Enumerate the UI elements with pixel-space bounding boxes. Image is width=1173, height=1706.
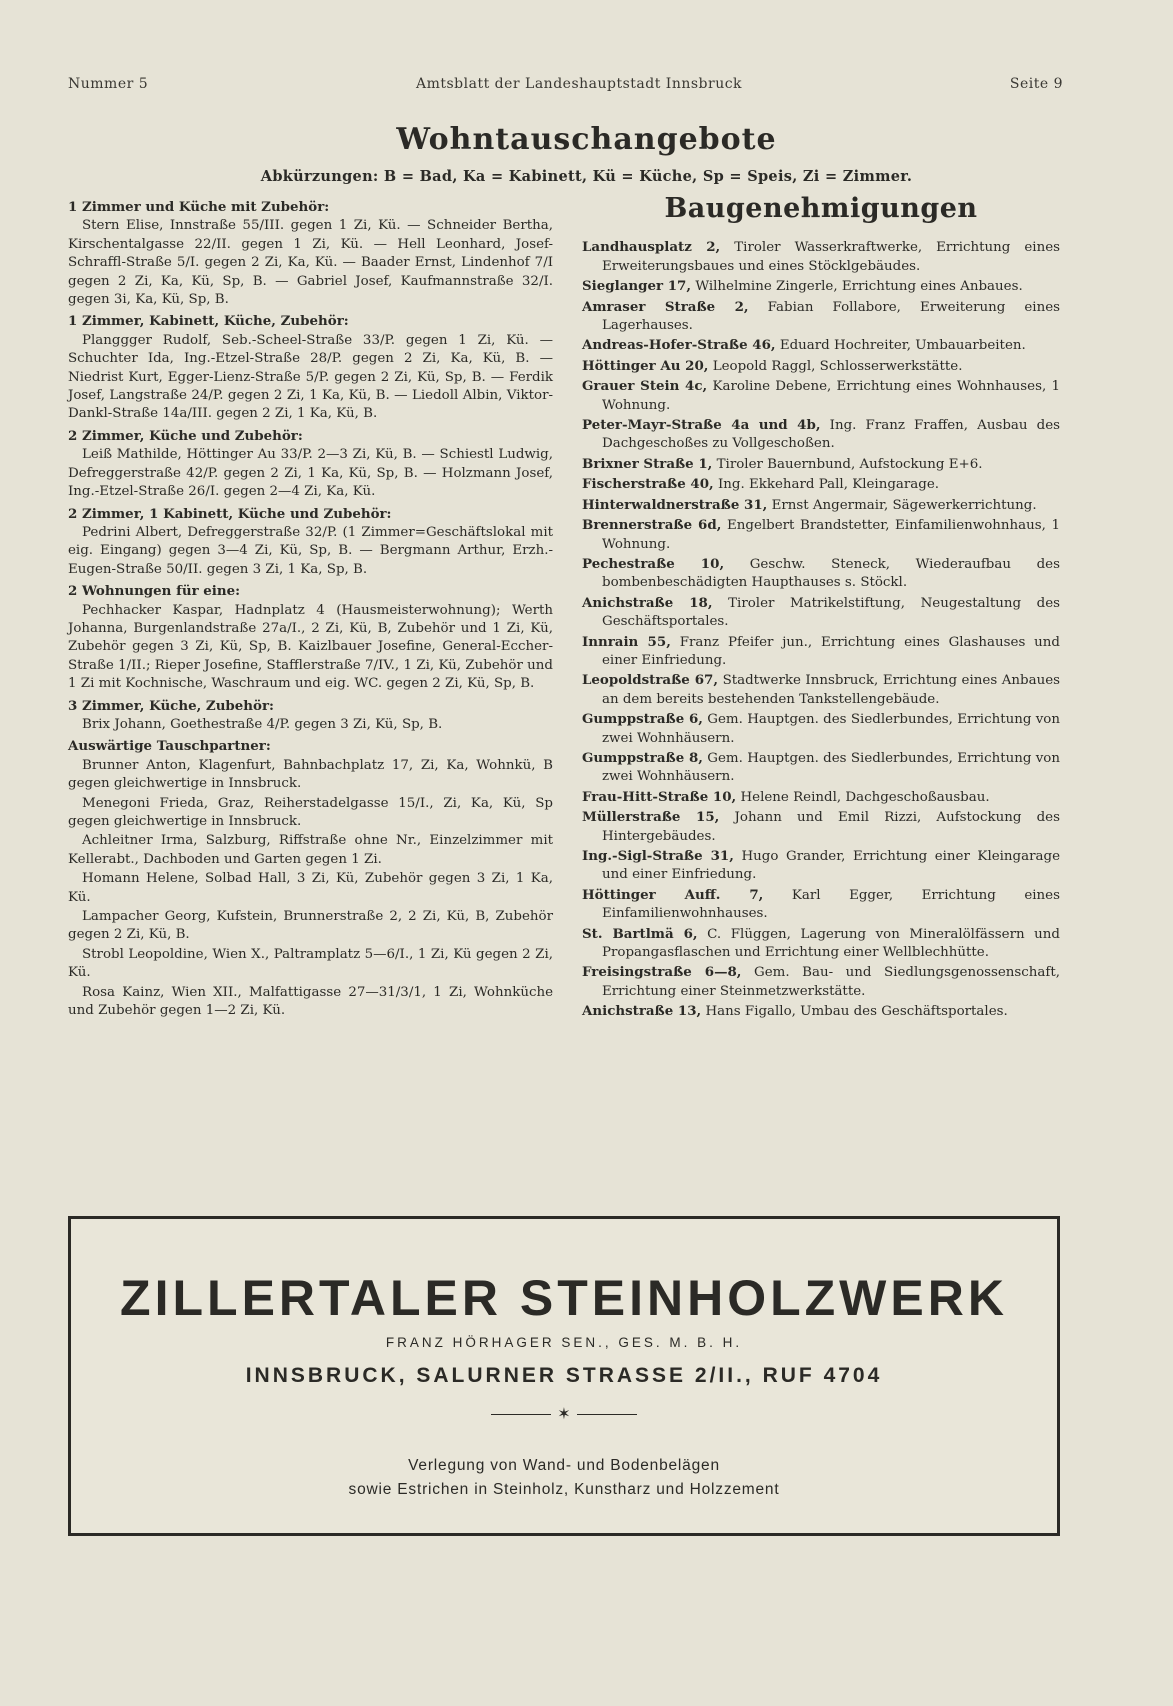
permit-entry — [582, 886, 1060, 924]
ornament-rule-right — [577, 1414, 637, 1415]
permit-text: Stadtwerke Innsbruck, Errichtung eines Anbaues an dem bereits bestehenden Tankstellengebäude. — [602, 673, 1061, 707]
ad-company-name: ZILLERTALER STEINHOLZWERK — [120, 1270, 1008, 1326]
permit-entry — [582, 671, 1060, 709]
abbreviations-line: Abkürzungen: B = Bad, Ka = Kabinett, Kü = Küche, Sp = Speis, Zi = Zimmer. — [260, 168, 913, 185]
section-heading: 2 Zimmer, Küche und Zubehör: — [68, 427, 303, 444]
permit-street: Peter-Mayr-Straße 4a und 4b, — [582, 417, 821, 434]
permit-text: Wilhelmine Zingerle, Errichtung eines Anbaues. — [695, 279, 1023, 295]
permit-entry — [582, 808, 1060, 846]
listing-entry: Strobl Leopoldine, Wien X., Paltramplatz 5—6/I., 1 Zi, Kü gegen 2 Zi, Kü. — [68, 946, 553, 981]
permit-street: Innrain 55, — [582, 633, 671, 650]
advertisement-box — [68, 1216, 1060, 1536]
listing-entry: Achleitner Irma, Salzburg, Riffstraße ohne Nr., Einzelzimmer mit Kellerabt., Dachboden und Garten gegen 1 Zi. — [68, 833, 553, 867]
permit-text: Engelbert Brandstetter, Einfamilienwohnhaus, 1 Wohnung. — [602, 518, 1060, 552]
permit-text: Gem. Hauptgen. des Siedlerbundes, Errichtung von zwei Wohnhäusern. — [602, 750, 1060, 785]
permit-entry — [582, 963, 1060, 1001]
permit-entry — [582, 594, 1060, 632]
listing-entry: Leiß Mathilde, Höttinger Au 33/P. 2—3 Zi, Kü, B. — Schiestl Ludwig, Defreggerstraße 42/P. gegen 2 Zi, 1 Ka, Kü, Sp, B. — Holzmann Josef, Ing.-Etzel-Straße 26/I. gegen 2—4 Zi, Ka, Kü. — [68, 447, 553, 500]
wohntausch-column — [68, 195, 553, 1021]
permit-street: Amraser Straße 2, — [582, 298, 749, 315]
permit-entry — [582, 555, 1060, 593]
permit-street: Landhausplatz 2, — [582, 239, 721, 256]
permit-entry — [582, 1002, 1060, 1021]
permit-entry — [582, 710, 1060, 748]
permit-text: Gem. Hauptgen. des Siedlerbundes, Errichtung von zwei Wohnhäusern. — [602, 712, 1060, 746]
baugenehmigungen-title: Baugenehmigungen — [664, 193, 978, 224]
listing-entry: Stern Elise, Innstraße 55/III. gegen 1 Zi, Kü. — Schneider Bertha, Kirschentalgasse 22/II. gegen 1 Zi, Kü. — Hell Leonhard, Josef-Schraffl-Straße 5/I. gegen 2 Zi, Ka, Kü. — Baader Ernst, Lindenhof 7/I gegen 2 Zi, Ka, Kü, Sp, B. — Gabriel Josef, Kaufmannstraße 32/I. gegen 3i, Ka, Kü, Sp, B. — [68, 218, 553, 308]
permit-entry — [582, 416, 1060, 454]
permit-street: Pechestraße 10, — [582, 555, 725, 572]
permit-entry — [582, 357, 1060, 376]
permit-street: Ing.-Sigl-Straße 31, — [582, 848, 734, 864]
permit-street: Gumppstraße 6, — [582, 711, 703, 728]
permit-entry — [582, 749, 1060, 787]
star-icon: ✶ — [557, 1406, 571, 1423]
permit-street: Brennerstraße 6d, — [582, 517, 722, 534]
section-title: Wohntauschangebote — [396, 122, 777, 157]
listing-entry: Lampacher Georg, Kufstein, Brunnerstraße 2, 2 Zi, Kü, B, Zubehör gegen 2 Zi, Kü, B. — [68, 909, 553, 943]
permit-entry — [582, 788, 1060, 807]
publication-name: Amtsblatt der Landeshauptstadt Innsbruck — [415, 76, 743, 92]
listing-entry: Pedrini Albert, Defreggerstraße 32/P. (1 Zimmer=Geschäftslokal mit eig. Eingang) gegen 3—4 Zi, Kü, Sp, B. — Bergmann Arthur, Erzh.-Eugen-Straße 50/II. gegen 3 Zi, 1 Ka, Sp, B. — [68, 524, 553, 577]
permit-text: Ing. Franz Fraffen, Ausbau des Dachgeschoßes zu Vollgeschoßen. — [602, 418, 1060, 452]
ad-owner-line: FRANZ HÖRHAGER SEN., GES. M. B. H. — [385, 1335, 743, 1350]
permit-text: Leopold Raggl, Schlosserwerkstätte. — [712, 358, 963, 374]
permit-street: Anichstraße 13, — [582, 1003, 702, 1020]
permit-street: Höttinger Au 20, — [582, 357, 709, 374]
permit-text: Ernst Angermair, Sägewerkerrichtung. — [771, 497, 1037, 513]
permit-street: Andreas-Hofer-Straße 46, — [582, 337, 776, 354]
permit-street: Hinterwaldnerstraße 31, — [582, 496, 768, 513]
permit-entry — [582, 377, 1060, 415]
permit-street: Fischerstraße 40, — [582, 476, 714, 493]
permit-street: Frau-Hitt-Straße 10, — [582, 788, 737, 805]
permit-text: Karl Egger, Errichtung eines Einfamilienwohnhauses. — [602, 887, 1060, 922]
permit-street: St. Bartlmä 6, — [582, 925, 698, 942]
permit-street: Müllerstraße 15, — [582, 809, 720, 826]
ornament-rule-left — [491, 1414, 551, 1415]
permit-text: Tiroler Wasserkraftwerke, Errichtung eines Erweiterungsbaues und eines Stöcklgebäudes. — [602, 240, 1061, 274]
permit-street: Freisingstraße 6—8, — [582, 964, 742, 981]
section-heading: 1 Zimmer und Küche mit Zubehör: — [68, 199, 330, 215]
permit-text: Fabian Follabore, Erweiterung eines Lagerhauses. — [602, 299, 1060, 334]
permit-text: Gem. Bau- und Siedlungsgenossenschaft, Errichtung einer Steinmetzwerkstätte. — [602, 965, 1060, 999]
permit-entry — [582, 475, 1060, 494]
listing-entry: Pechhacker Kaspar, Hadnplatz 4 (Hausmeisterwohnung); Werth Johanna, Burgenlandstraße 27a/I., 2 Zi, Kü, B, Zubehör und 1 Zi, Kü, Zubehör gegen 3 Zi, Kü, Sp, B. Kaizlbauer Josefine, General-Eccher-Straße 1/II.; Rieper Josefine, Stafflerstraße 7/IV., 1 Zi, Kü, Zubehör und 1 Zi mit Kochnische, Waschraum und eig. WC. gegen 2 Zi, Kü, Sp, B. — [68, 602, 553, 692]
permit-text: Franz Pfeifer jun., Errichtung eines Glashauses und einer Einfriedung. — [602, 634, 1060, 668]
running-header — [68, 76, 1063, 92]
permit-street: Höttinger Auff. 7, — [582, 886, 764, 903]
listing-entry: Brunner Anton, Klagenfurt, Bahnbachplatz 17, Zi, Ka, Wohnkü, B gegen gleichwertige in Innsbruck. — [68, 757, 553, 792]
page-number: Seite 9 — [1009, 76, 1063, 92]
permit-entry — [582, 516, 1060, 554]
permit-text: Karoline Debene, Errichtung eines Wohnhauses, 1 Wohnung. — [602, 379, 1060, 413]
listing-entry: Menegoni Frieda, Graz, Reiherstadelgasse 15/I., Zi, Ka, Kü, Sp gegen gleichwertige in Innsbruck. — [68, 795, 553, 829]
ad-address-line: INNSBRUCK, SALURNER STRASSE 2/II., RUF 4704 — [245, 1364, 883, 1387]
permit-text: C. Flüggen, Lagerung von Mineralölfässern und Propangasflaschen und Errichtung einer Wellblechhütte. — [602, 926, 1060, 961]
listing-entry: Brix Johann, Goethestraße 4/P. gegen 3 Zi, Kü, Sp, B. — [82, 716, 443, 732]
permit-text: Geschw. Steneck, Wiederaufbau des bombenbeschädigten Haupthauses s. Stöckl. — [602, 556, 1060, 591]
permit-street: Anichstraße 18, — [582, 594, 713, 611]
ad-description-line: sowie Estrichen in Steinholz, Kunstharz und Holzzement — [348, 1481, 780, 1498]
permit-entry — [582, 238, 1060, 276]
permit-text: Ing. Ekkehard Pall, Kleingarage. — [717, 477, 940, 493]
permit-entry — [582, 336, 1060, 355]
section-heading: 1 Zimmer, Kabinett, Küche, Zubehör: — [68, 313, 349, 330]
permit-street: Brixner Straße 1, — [582, 455, 713, 472]
listing-entry: Homann Helene, Solbad Hall, 3 Zi, Kü, Zubehör gegen 3 Zi, 1 Ka, Kü. — [68, 871, 553, 905]
permit-street: Sieglanger 17, — [582, 278, 692, 295]
permit-entry — [582, 633, 1060, 671]
ad-description-line: Verlegung von Wand- und Bodenbelägen — [408, 1457, 720, 1474]
permit-entry — [582, 277, 1060, 296]
section-heading: 3 Zimmer, Küche, Zubehör: — [68, 697, 274, 714]
permit-text: Tiroler Matrikelstiftung, Neugestaltung des Geschäftsportales. — [602, 595, 1060, 630]
permit-text: Tiroler Bauernbund, Aufstockung E+6. — [716, 456, 983, 472]
ad-description — [71, 1454, 1057, 1502]
permit-text: Hans Figallo, Umbau des Geschäftsportales. — [705, 1004, 1008, 1020]
listing-entry: Planggger Rudolf, Seb.-Scheel-Straße 33/P. gegen 1 Zi, Kü. — Schuchter Ida, Ing.-Etzel-Straße 28/P. gegen 2 Zi, Ka, Kü, B. — Niedrist Kurt, Egger-Lienz-Straße 5/P. gegen 2 Zi, Kü, Sp, B. — Ferdik Josef, Langstraße 24/P. gegen 2 Zi, 1 Ka, Kü, B. — Liedoll Albin, Viktor-Dankl-Straße 14a/III. gegen 2 Zi, 1 Ka, Kü, B. — [68, 332, 553, 422]
baugenehmigungen-column — [582, 195, 1060, 1023]
permit-text: Johann und Emil Rizzi, Aufstockung des Hintergebäudes. — [602, 810, 1060, 844]
permit-street: Grauer Stein 4c, — [582, 378, 708, 395]
section-heading: 2 Zimmer, 1 Kabinett, Küche und Zubehör: — [68, 505, 392, 522]
section-heading: Auswärtige Tauschpartner: — [68, 738, 271, 755]
listing-entry: Rosa Kainz, Wien XII., Malfattigasse 27—31/3/1, 1 Zi, Wohnküche und Zubehör gegen 1—2 Zi, Kü. — [68, 984, 553, 1019]
permit-text: Helene Reindl, Dachgeschoßausbau. — [740, 789, 990, 805]
permit-street: Leopoldstraße 67, — [582, 672, 719, 689]
ad-ornament — [71, 1404, 1057, 1424]
section-heading: 2 Wohnungen für eine: — [68, 583, 241, 600]
permit-entry — [582, 925, 1060, 963]
permit-entry — [582, 455, 1060, 474]
permit-entry — [582, 847, 1060, 885]
permit-text: Hugo Grander, Errichtung einer Kleingarage und einer Einfriedung. — [602, 849, 1060, 883]
permit-entry — [582, 298, 1060, 336]
issue-number: Nummer 5 — [68, 76, 149, 92]
permit-text: Eduard Hochreiter, Umbauarbeiten. — [779, 338, 1026, 354]
permit-street: Gumppstraße 8, — [582, 749, 703, 766]
permit-entry — [582, 496, 1060, 515]
